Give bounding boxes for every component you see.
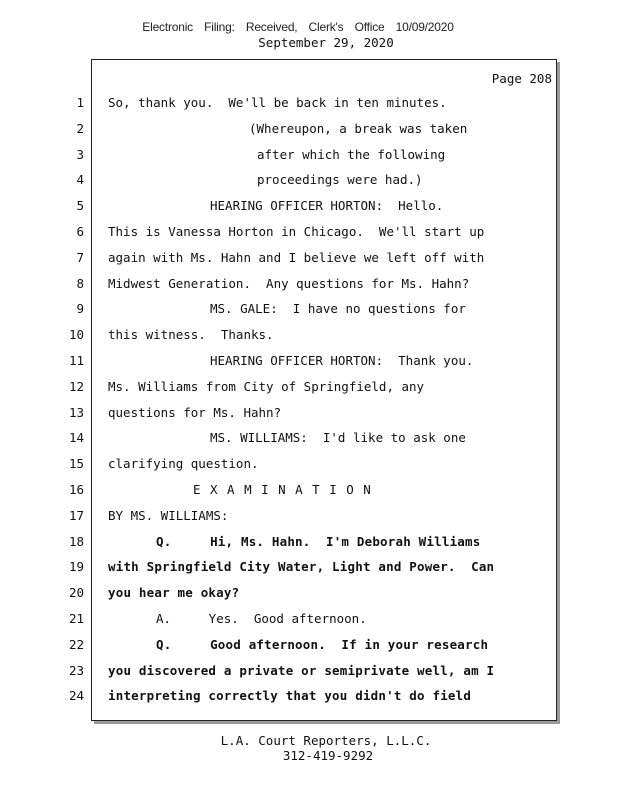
transcript-line <box>0 611 618 631</box>
transcript-line <box>0 637 618 657</box>
line-text: This is Vanessa Horton in Chicago. We'll start up <box>108 224 485 239</box>
hearing-date: September 29, 2020 <box>258 35 394 50</box>
line-text: clarifying question. <box>108 456 259 472</box>
page-number: Page 208 <box>491 71 552 86</box>
line-number: 23 <box>68 662 84 678</box>
transcript-line <box>0 276 618 296</box>
line-number: 9 <box>76 301 84 317</box>
transcript-line <box>0 688 618 708</box>
line-text: again with Ms. Hahn and I believe we left off with <box>108 249 485 265</box>
line-number: 19 <box>68 559 84 575</box>
line-number: 7 <box>76 249 84 265</box>
transcript-line <box>0 430 618 450</box>
transcript-line <box>0 663 618 683</box>
line-text: you discovered a private or semiprivate well, am I <box>108 662 495 678</box>
line-text: (Whereupon, a break was taken <box>249 120 468 136</box>
transcript-line <box>0 327 618 347</box>
line-text: Ms. Williams from City of Springfield, any <box>108 378 425 394</box>
transcript-line <box>0 534 618 554</box>
line-number: 2 <box>76 120 84 136</box>
transcript-line <box>0 172 618 192</box>
line-text: BY MS. WILLIAMS: <box>108 507 229 523</box>
line-number: 17 <box>68 507 84 523</box>
line-number: 11 <box>68 353 84 368</box>
line-text: interpreting correctly that you didn't do field <box>108 688 472 704</box>
line-text: A. Yes. Good afternoon. <box>156 611 367 626</box>
line-number: 3 <box>76 146 84 162</box>
footer-firm-name: L.A. Court Reporters, L.L.C. <box>220 733 432 748</box>
line-number: 4 <box>76 172 84 188</box>
transcript-line <box>0 198 618 218</box>
line-number: 13 <box>68 404 84 420</box>
line-number: 5 <box>76 198 84 214</box>
line-text: MS. WILLIAMS: I'd like to ask one <box>210 430 466 446</box>
transcript-line <box>0 224 618 244</box>
transcript-line <box>0 95 618 115</box>
line-text: Q. Hi, Ms. Hahn. I'm Deborah Williams <box>156 533 481 549</box>
line-text: questions for Ms. Hahn? <box>108 404 282 420</box>
line-number: 22 <box>68 636 84 652</box>
line-number: 16 <box>68 482 84 497</box>
transcript-line <box>0 482 618 502</box>
line-text: Q. Good afternoon. If in your research <box>156 636 489 652</box>
transcript-line <box>0 301 618 321</box>
line-number: 20 <box>68 585 84 601</box>
line-number: 12 <box>68 378 84 394</box>
transcript-line <box>0 379 618 399</box>
line-text: proceedings were had.) <box>257 172 423 188</box>
line-number: 18 <box>68 533 84 549</box>
line-number: 21 <box>68 611 84 626</box>
line-text: after which the following <box>257 146 446 162</box>
footer-phone: 312-419-9292 <box>282 748 374 763</box>
line-text: this witness. Thanks. <box>108 327 274 343</box>
transcript-line <box>0 250 618 270</box>
line-text: HEARING OFFICER HORTON: Hello. <box>210 198 444 214</box>
section-heading: EXAMINATION <box>193 482 381 497</box>
transcript-line <box>0 405 618 425</box>
line-number: 14 <box>68 430 84 446</box>
line-number: 1 <box>76 95 84 110</box>
filing-stamp: Electronic Filing: Received, Clerk's Office 10/09/2020 <box>142 20 454 34</box>
transcript-line <box>0 147 618 167</box>
line-text: Midwest Generation. Any questions for Ms. Hahn? <box>108 275 470 291</box>
line-text: So, thank you. We'll be back in ten minutes. <box>108 95 447 110</box>
transcript-line <box>0 121 618 141</box>
transcript-line <box>0 559 618 579</box>
line-text: with Springfield City Water, Light and Power. Can <box>108 559 495 575</box>
line-number: 10 <box>68 327 84 343</box>
line-text: MS. GALE: I have no questions for <box>210 301 466 317</box>
transcript-line <box>0 508 618 528</box>
transcript-line <box>0 585 618 605</box>
line-number: 24 <box>68 688 84 704</box>
line-number: 15 <box>68 456 84 472</box>
transcript-line <box>0 353 618 373</box>
line-number: 8 <box>76 275 84 291</box>
line-text: HEARING OFFICER HORTON: Thank you. <box>210 353 474 368</box>
line-text: you hear me okay? <box>108 585 240 601</box>
transcript-line <box>0 456 618 476</box>
line-number: 6 <box>76 224 84 239</box>
